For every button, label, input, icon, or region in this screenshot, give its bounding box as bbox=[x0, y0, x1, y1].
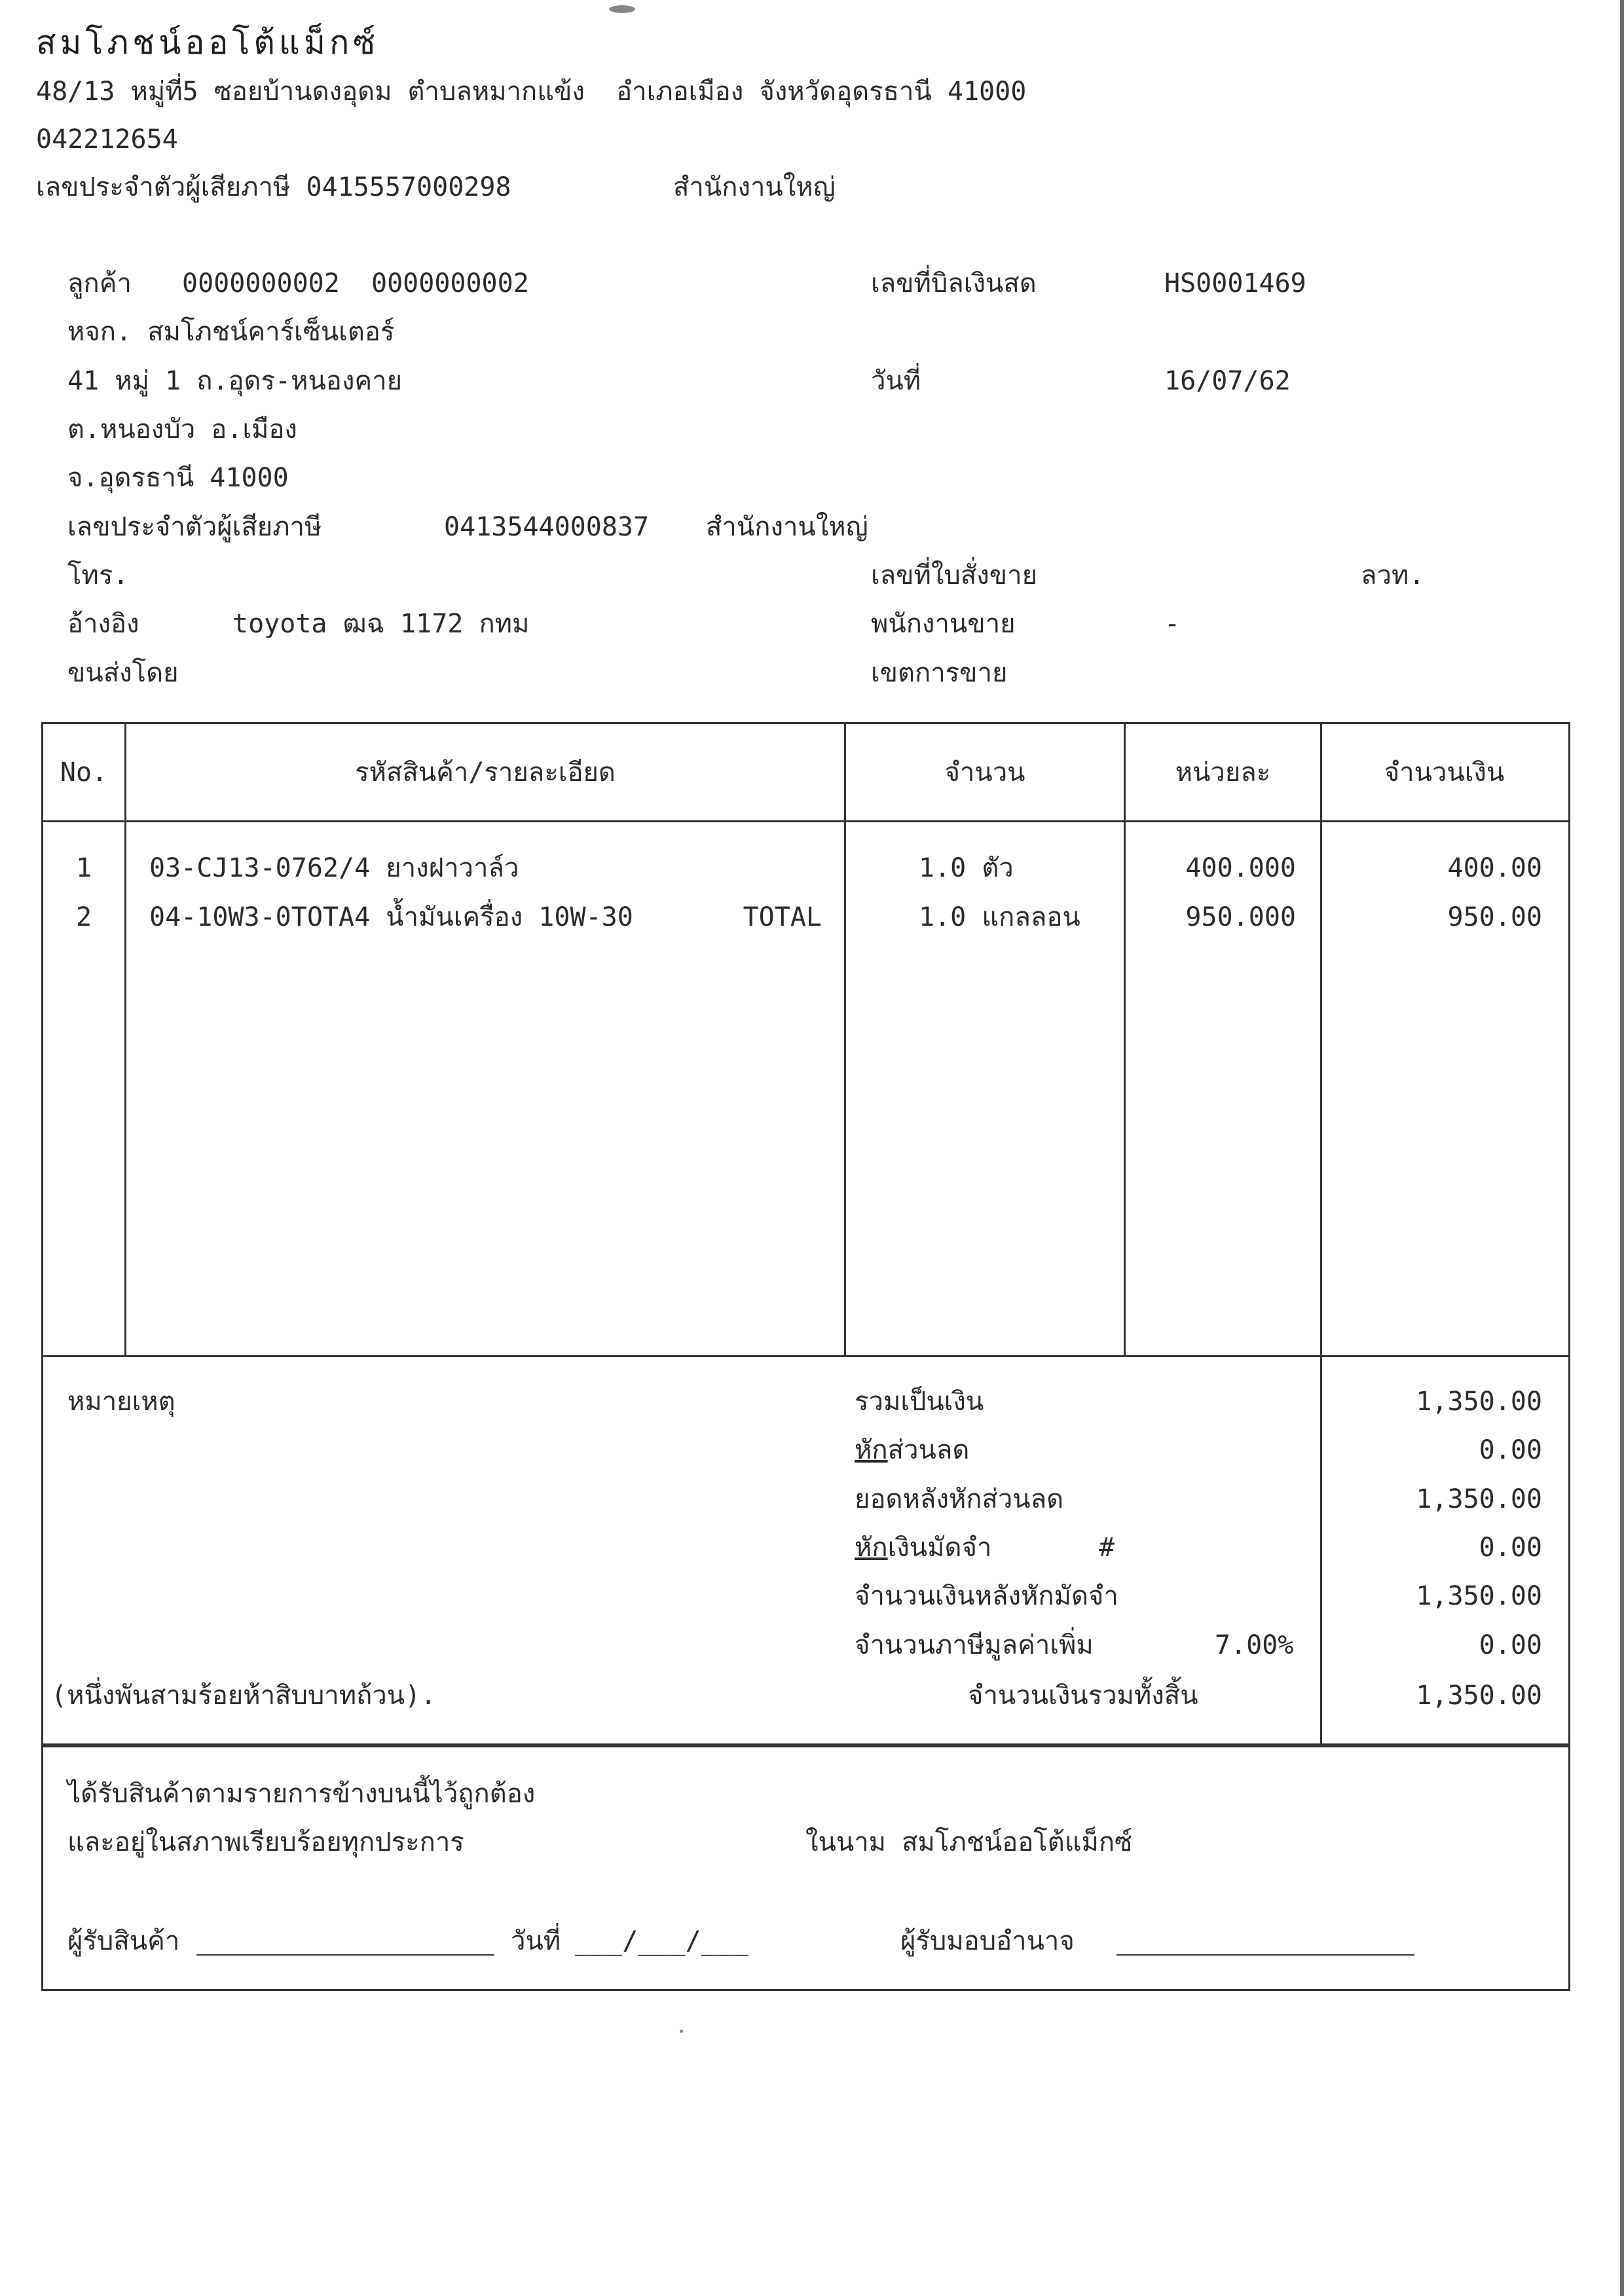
deposit-label-text: เงินมัดจำ bbox=[887, 1533, 992, 1563]
customer-address-3: จ.อุดรธานี 41000 bbox=[67, 463, 289, 493]
header-description: รหัสสินค้า/รายละเอียด bbox=[355, 757, 616, 788]
deposit-label bbox=[855, 1535, 991, 1561]
discount-label-text: ส่วนลด bbox=[887, 1435, 970, 1465]
row-brand: TOTAL bbox=[743, 902, 822, 932]
deposit-label-prefix: หัก bbox=[855, 1533, 888, 1563]
table-header-divider bbox=[41, 820, 1568, 822]
scan-mark bbox=[609, 5, 635, 13]
date-label: วันที่ bbox=[871, 366, 921, 396]
on-behalf-of: ในนาม สมโภชน์ออโต้แม็กซ์ bbox=[805, 1827, 1133, 1857]
remark-label: หมายเหตุ bbox=[67, 1387, 175, 1417]
customer-tax-id: 0413544000837 bbox=[444, 512, 650, 542]
discount-label-prefix: หัก bbox=[855, 1435, 888, 1465]
order-no-value: ลวท. bbox=[1361, 560, 1425, 591]
invoice-date: 16/07/62 bbox=[1164, 366, 1291, 396]
header-amount: จำนวนเงิน bbox=[1384, 757, 1505, 788]
row-no: 2 bbox=[75, 902, 92, 932]
row-unit-price: 400.000 bbox=[1185, 853, 1296, 883]
sales-area-label: เขตการขาย bbox=[871, 658, 1008, 688]
customer-tax-label: เลขประจำตัวผู้เสียภาษี bbox=[67, 512, 322, 542]
bill-no-label: เลขที่บิลเงินสด bbox=[871, 268, 1037, 299]
customer-name: หจก. สมโภชน์คาร์เซ็นเตอร์ bbox=[67, 317, 395, 347]
after-discount-value: 1,350.00 bbox=[1416, 1484, 1542, 1514]
company-name: สมโภชน์ออโต้แม็กซ์ bbox=[36, 24, 380, 62]
customer-address-1: 41 หมู่ 1 ถ.อุดร-หนองคาย bbox=[67, 366, 403, 396]
discount-value: 0.00 bbox=[1479, 1435, 1542, 1465]
row-quantity: 1.0 ตัว bbox=[919, 853, 1014, 883]
table-body-divider bbox=[41, 1355, 1568, 1357]
customer-phone-label: โทร. bbox=[67, 560, 129, 591]
authorized-signature-line bbox=[1116, 1954, 1414, 1956]
received-statement-line-1: ได้รับสินค้าตามรายการข้างบนนี้ไว้ถูกต้อง bbox=[67, 1779, 536, 1809]
row-amount: 950.00 bbox=[1447, 902, 1542, 932]
salesman-label: พนักงานขาย bbox=[871, 609, 1016, 639]
discount-label bbox=[855, 1437, 969, 1463]
shipping-label: ขนส่งโดย bbox=[67, 658, 179, 688]
column-divider bbox=[1124, 722, 1126, 1356]
subtotal-value: 1,350.00 bbox=[1416, 1387, 1542, 1417]
customer-address-2: ต.หนองบัว อ.เมือง bbox=[67, 414, 297, 445]
amount-in-words: (หนึ่งพันสามร้อยห้าสิบบาทถ้วน). bbox=[51, 1681, 437, 1711]
reference-label: อ้างอิง bbox=[67, 609, 139, 639]
company-phone: 042212654 bbox=[36, 124, 178, 155]
reference-value: toyota ฒฉ 1172 กทม bbox=[232, 609, 530, 639]
grand-total-value: 1,350.00 bbox=[1416, 1681, 1542, 1711]
receiver-signature-line bbox=[196, 1954, 494, 1956]
deposit-value: 0.00 bbox=[1479, 1533, 1542, 1563]
row-description: 03-CJ13-0762/4 ยางฝาวาล์ว bbox=[149, 853, 519, 883]
grand-total-label: จำนวนเงินรวมทั้งสิ้น bbox=[968, 1681, 1198, 1711]
customer-label: ลูกค้า bbox=[67, 268, 132, 299]
receive-date-blank: ___/___/___ bbox=[575, 1926, 748, 1956]
column-divider bbox=[844, 722, 846, 1356]
company-tax-id: เลขประจำตัวผู้เสียภาษี 0415557000298 bbox=[36, 172, 511, 202]
received-statement-line-2: และอยู่ในสภาพเรียบร้อยทุกประการ bbox=[67, 1827, 464, 1857]
deposit-hash: # bbox=[1099, 1533, 1115, 1563]
vat-value: 0.00 bbox=[1479, 1630, 1542, 1660]
vat-rate: 7.00% bbox=[1215, 1630, 1294, 1660]
subtotal-label: รวมเป็นเงิน bbox=[855, 1387, 984, 1417]
row-description: 04-10W3-0TOTA4 น้ำมันเครื่อง 10W-30 bbox=[149, 902, 633, 932]
salesman-value: - bbox=[1164, 609, 1181, 639]
after-deposit-value: 1,350.00 bbox=[1416, 1581, 1542, 1611]
row-no: 1 bbox=[75, 853, 92, 883]
header-unit-price: หน่วยละ bbox=[1175, 757, 1271, 788]
header-quantity: จำนวน bbox=[944, 757, 1025, 788]
receive-date-label: วันที่ bbox=[511, 1926, 561, 1956]
header-no: No. bbox=[60, 757, 108, 788]
company-address: 48/13 หมู่ที่5 ซอยบ้านดงอุดม ตำบลหมากแข้ง อำเภอเมือง จังหวัดอุดรธานี 41000 bbox=[36, 77, 1027, 107]
row-amount: 400.00 bbox=[1447, 853, 1542, 883]
scan-mark bbox=[680, 2030, 683, 2033]
vat-label: จำนวนภาษีมูลค่าเพิ่ม bbox=[855, 1630, 1094, 1660]
column-divider bbox=[124, 722, 126, 1356]
customer-code: 0000000002 0000000002 bbox=[182, 268, 529, 299]
company-branch: สำนักงานใหญ่ bbox=[673, 172, 836, 202]
customer-branch: สำนักงานใหญ่ bbox=[706, 512, 868, 542]
bill-no: HS0001469 bbox=[1164, 268, 1306, 299]
after-discount-label: ยอดหลังหักส่วนลด bbox=[855, 1484, 1064, 1514]
authorized-label: ผู้รับมอบอำนาจ bbox=[900, 1926, 1075, 1956]
order-no-label: เลขที่ใบสั่งขาย bbox=[871, 560, 1038, 591]
row-unit-price: 950.000 bbox=[1185, 902, 1296, 932]
scan-edge bbox=[1620, 0, 1624, 2296]
after-deposit-label: จำนวนเงินหลังหักมัดจำ bbox=[855, 1581, 1118, 1611]
row-quantity: 1.0 แกลลอน bbox=[919, 902, 1080, 932]
receiver-label: ผู้รับสินค้า bbox=[67, 1926, 180, 1956]
